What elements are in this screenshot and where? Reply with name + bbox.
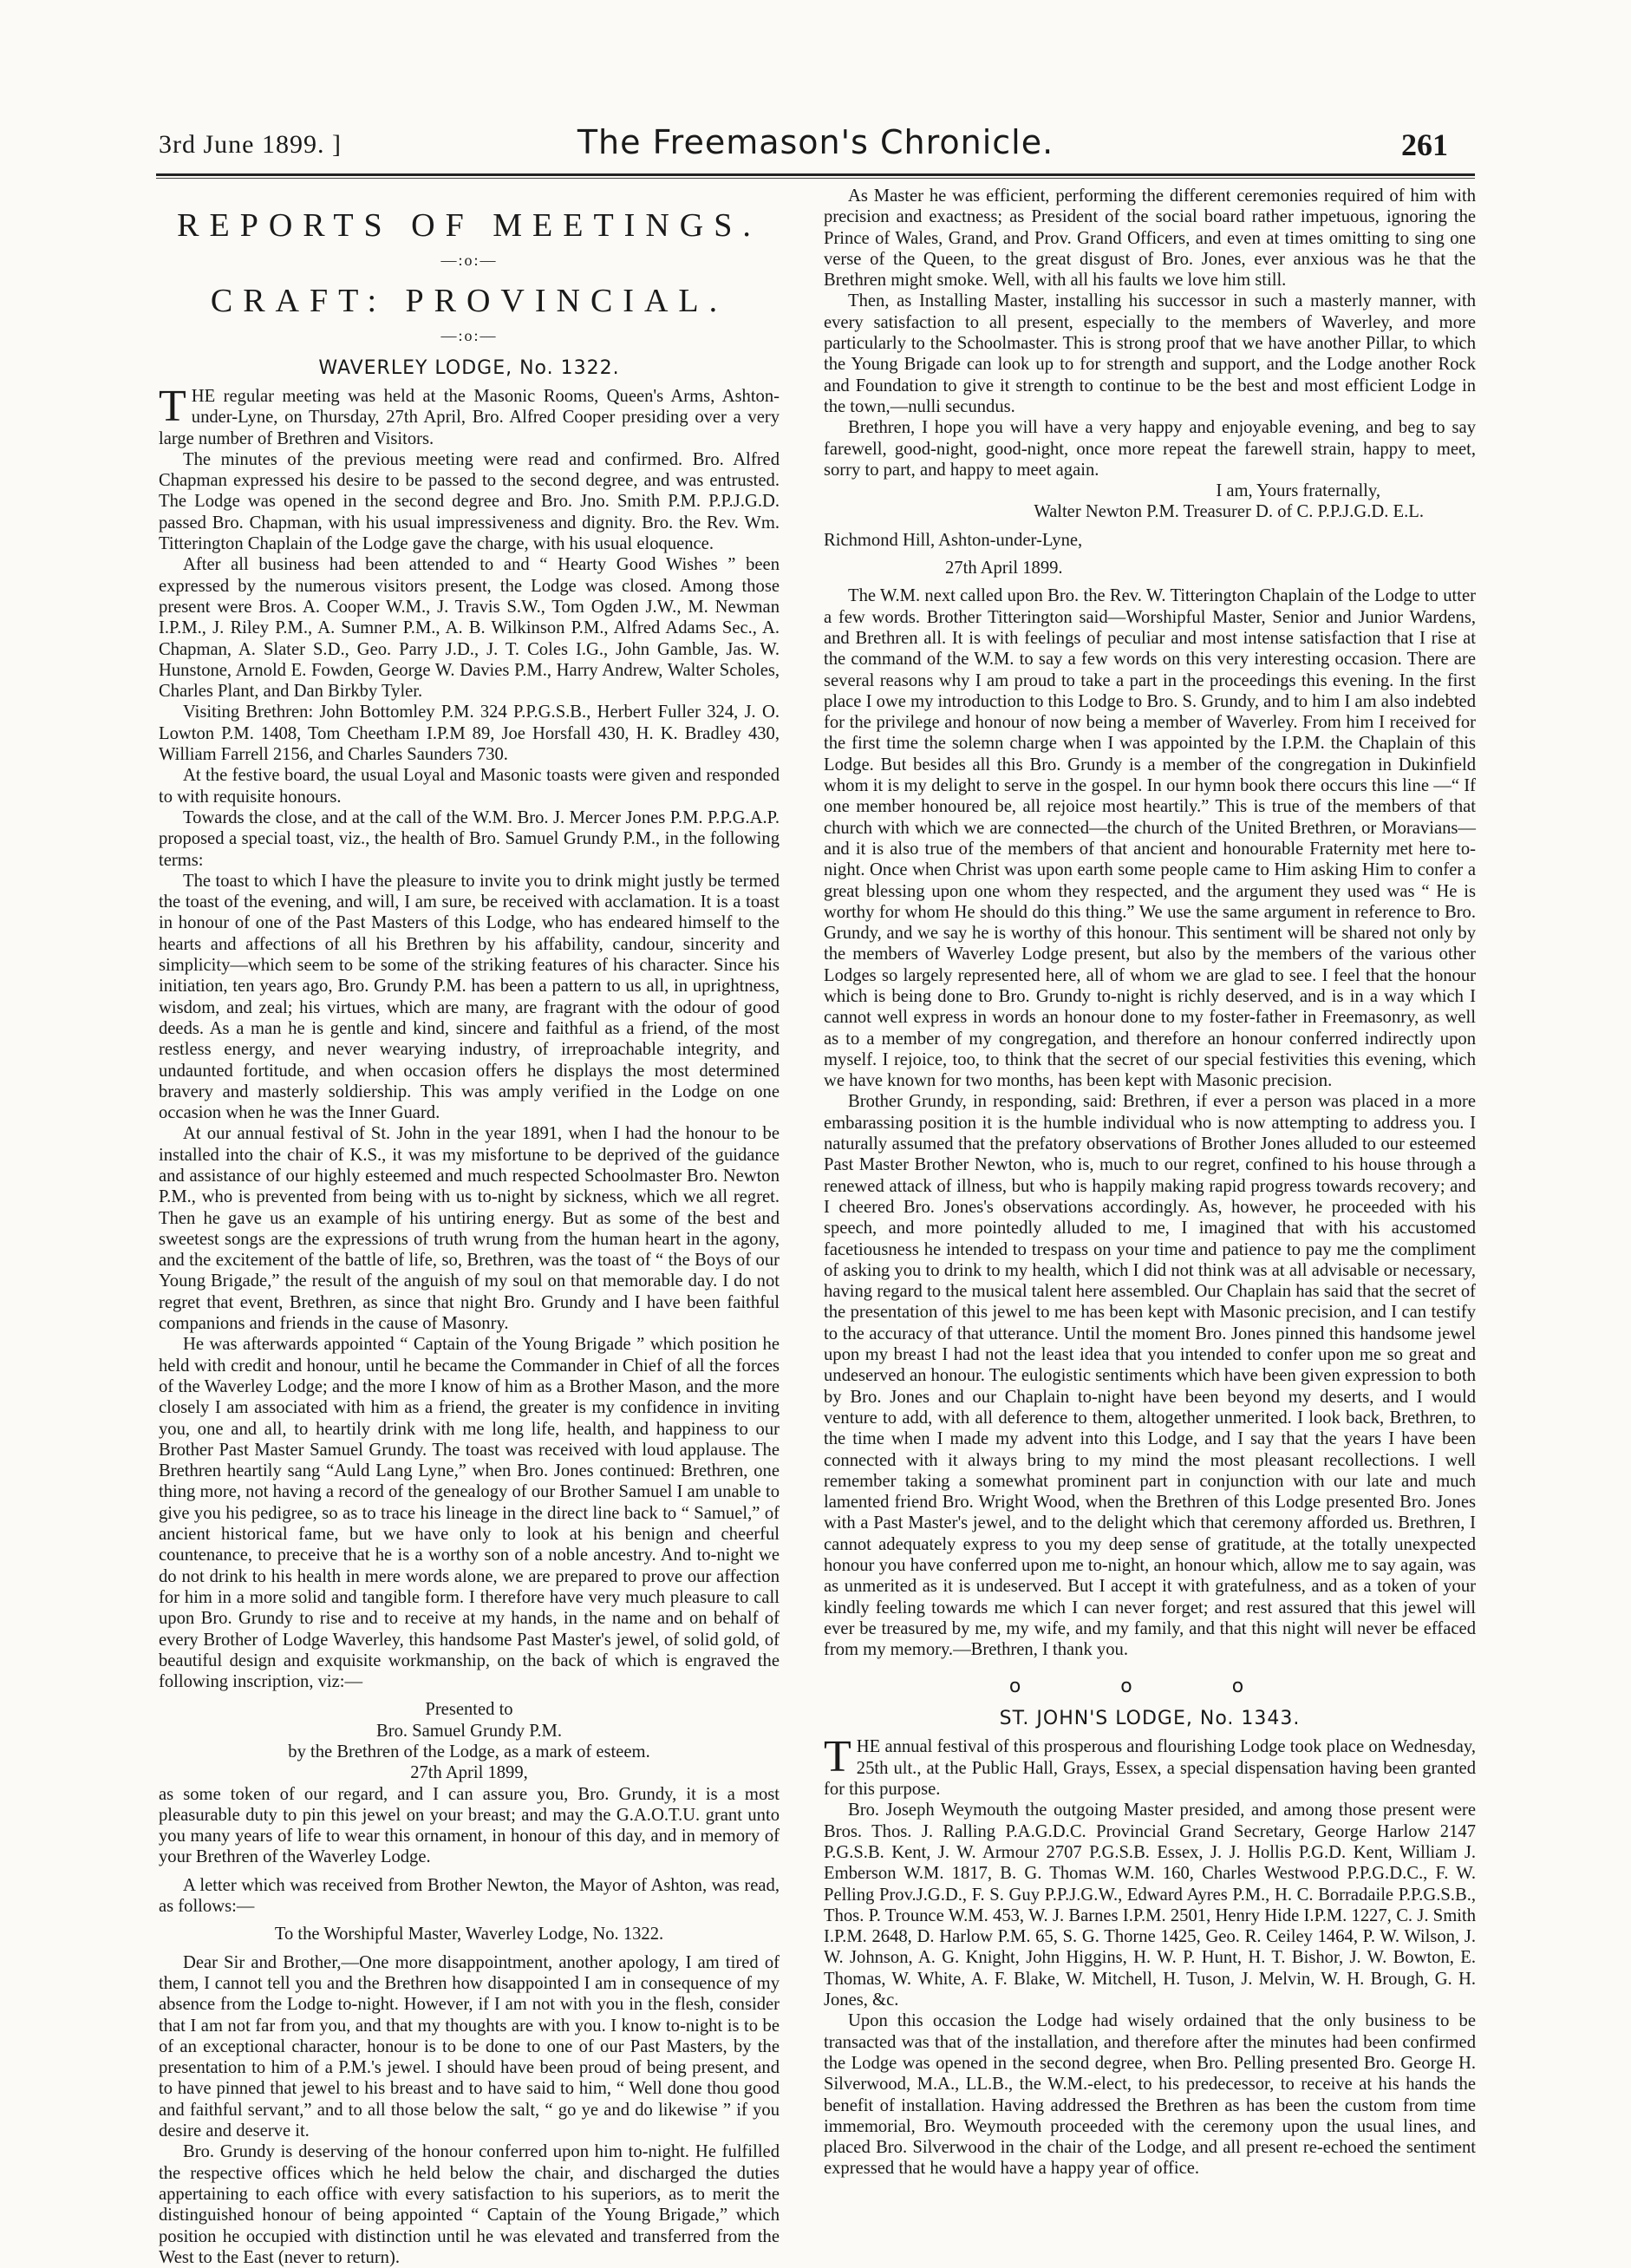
inscription-line: 27th April 1899,	[410, 1763, 528, 1783]
subsection-title: CRAFT: PROVINCIAL.	[210, 283, 728, 319]
publication-title: The Freemason's Chronicle.	[577, 123, 1054, 161]
article-paragraph: Then, as Installing Master, installing his successor in such a masterly manner, with every satisfaction to all present, especially to the members of Waverley, and more particularly to the Schoolmaster. This is strong proof that we have another Pillar, to which the Young Brigade can look up to for strength and support, and the Lodge another Rock and Foundation to give it strength to continue to be the best and most efficient Lodge in the town,—nulli secundus.	[824, 291, 1476, 416]
article-paragraph: Brother Grundy, in responding, said: Brethren, if ever a person was placed in a more embarassing position it is the humble individual who is now attempting to address you. I naturally assumed that the prefatory observations of Brother Jones alluded to our esteemed Past Master Brother Newton, who is, much to our regret, confined to his house through a renewed attack of illness, but who is happily making rapid progress towards recovery; and I cheered Bro. Jones's observations accordingly. As, however, he proceeded with his speech, and more pointedly alluded to me, I imagined that with his accustomed facetiousness he intended to trespass on your time and patience to pay me the compliment of asking you to drink to my health, which I did not think was at all advisable or necessary, having regard to the musical talent here assembled. Our Chaplain has said that the secret of the presentation of this jewel to me has been kept with Masonic precision, and I can testify to the accuracy of that utterance. Until the moment Bro. Jones pinned this handsome jewel upon my breast I had not the least idea that you intended to confer upon me so great and undeserved an honour. The eulogistic sentiments which have been given expression to both by Bro. Jones and our Chaplain to-night have been beyond my deserts, and I would venture to add, with all deference to them, altogether unmerited. I look back, Brethren, to the time when I made my advent into this Lodge, and I say that the years I have been connected with it always bring to my mind the most pleasant recollections. I well remember taking a somewhat prominent part in conjunction with our late and much lamented friend Bro. Wright Wood, when the Brethren of this Lodge presented Bro. Jones with a Past Master's jewel, and to the delight which that ceremony afforded us. Brethren, I cannot adequately express to you my deep sense of gratitude, at the totally unexpected honour you have conferred upon me to-night, an honour which, allow me to say again, was as unmerited as it is undeserved. But I accept it with gratefulness, and as a token of your kindly feeling towards me which I can never forget; and rest assured that this jewel will ever be treasured by me, my wife, and my family, and that this night will never be effaced from my memory.—Brethren, I thank you.	[824, 1092, 1476, 1660]
letter-address: Richmond Hill, Ashton-under-Lyne,	[824, 530, 1083, 550]
article-paragraph: Towards the close, and at the call of the W.M. Bro. J. Mercer Jones P.M. P.P.G.A.P. proposed a special toast, viz., the health of Bro. Samuel Grundy P.M., in the following terms:	[159, 807, 780, 870]
article-paragraph: Visiting Brethren: John Bottomley P.M. 324 P.P.G.S.B., Herbert Fuller 324, J. O. Lowton P.M. 1408, Tom Cheetham I.P.M 89, Joe Horsfall 430, H. K. Bradley 430, William Farrell 2156, and Charles Saunders 730.	[159, 703, 780, 765]
letter-closing: I am, Yours fraternally,	[1216, 481, 1380, 501]
letter-salutation: To the Worshipful Master, Waverley Lodge, No. 1322.	[274, 1925, 664, 1944]
left-column	[159, 186, 780, 2268]
letter-signature: Walter Newton P.M. Treasurer D. of C. P.P.J.G.D. E.L.	[1034, 502, 1424, 522]
article-paragraph: The toast to which I have the pleasure to invite you to drink might justly be termed the toast of the evening, and will, I am sure, be received with acclamation. It is a toast in honour of one of the Past Masters of this Lodge, who has endeared himself to the hearts and affections of all his Brethren by his affability, candour, sincerity and simplicity—which seem to be some of the striking features of his character. Since his initiation, ten years ago, Bro. Grundy P.M. has been a pattern to us all, in uprightness, wisdom, and zeal; his virtues, which are many, are fragrant with the odour of good deeds. As a man he is gentle and kind, sincere and faithful as a friend, of the most restless energy, and never wearying industry, of irreproachable integrity, and undaunted fortitude, and when occasion offers he displays the most determined bravery and masterly soldiership. This was amply verified in the Lodge on one occasion when he was the Inner Guard.	[159, 871, 780, 1123]
article-paragraph: At our annual festival of St. John in the year 1891, when I had the honour to be installed into the chair of K.S., it was my misfortune to be deprived of the guidance and assistance of our highly esteemed and much respected Schoolmaster Bro. Newton P.M., who is prevented from being with us to-night by sickness, which we all regret. Then he gave us an example of his untiring energy. But as some of the best and sweetest songs are the expressions of truth wrung from the human heart in the agony, and the excitement of the battle of life, so, Brethren, was the toast of “ the Boys of our Young Brigade,” the result of the anguish of my soul on that memorable day. I do not regret that event, Brethren, as since that night Bro. Grundy and I have been faithful companions and friends in the cause of Masonry.	[159, 1124, 780, 1334]
lodge-heading: ST. JOHN'S LODGE, No. 1343.	[999, 1708, 1301, 1730]
inscription-line: by the Brethren of the Lodge, as a mark of esteem.	[288, 1742, 650, 1761]
article-paragraph: as some token of our regard, and I can assure you, Bro. Grundy, it is a most pleasurable duty to pin this jewel on your breast; and may the G.A.O.T.U. grant unto you many years of life to wear this ornament, in honour of this day, and in memory of your Brethren of the Waverley Lodge.	[159, 1784, 780, 1867]
header-rule	[156, 173, 1475, 176]
section-separator: o o o	[1008, 1676, 1291, 1698]
inscription-line: Bro. Samuel Grundy P.M.	[376, 1721, 562, 1741]
lodge-heading: WAVERLEY LODGE, No. 1322.	[318, 357, 620, 379]
letter-date: 27th April 1899.	[945, 559, 1063, 578]
drop-cap: T	[824, 1732, 851, 1782]
article-paragraph: A letter which was received from Brother Newton, the Mayor of Ashton, was read, as follows:—	[159, 1875, 780, 1917]
section-title: REPORTS OF MEETINGS.	[177, 207, 761, 244]
issue-date: 3rd June 1899. ]	[159, 130, 342, 159]
article-paragraph: Brethren, I hope you will have a very happy and enjoyable evening, and beg to say farewell, good-night, good-night, once more repeat the farewell strain, happy to meet, sorry to part, and happy to meet again.	[824, 418, 1476, 480]
article-paragraph: After all business had been attended to and “ Hearty Good Wishes ” been expressed by the numerous visitors present, the Lodge was closed. Among those present were Bros. A. Cooper W.M., J. Travis S.W., Tom Ogden J.W., M. Newman I.P.M., J. Riley P.M., A. Sumner P.M., A. B. Wilkinson P.M., Alfred Adams Sec., A. Chapman, A. Slater S.D., Geo. Parry J.D., J. T. Coles I.G., John Gamble, Jas. W. Hunstone, Arnold E. Fowden, George W. Davies P.M., Harry Andrew, Walter Scholes, Charles Plant, and Dan Birkby Tyler.	[159, 555, 780, 702]
right-column	[824, 186, 1476, 2180]
drop-cap: T	[159, 382, 186, 431]
article-paragraph: THE regular meeting was held at the Masonic Rooms, Queen's Arms, Ashton-under-Lyne, on Thursday, 27th April, Bro. Alfred Cooper presiding over a very large number of Brethren and Visitors.	[159, 382, 780, 448]
inscription-line: Presented to	[425, 1700, 513, 1720]
page-number: 261	[1401, 127, 1448, 162]
article-paragraph: Dear Sir and Brother,—One more disappointment, another apology, I am tired of them, I cannot tell you and the Brethren how disappointed I am in consequence of my absence from the Lodge to-night. However, if I am not with you in the flesh, consider that I am not far from you, and that my thoughts are with you. I know to-night is to be of an exceptional character, honour is to be done to one of our Past Masters, by the presentation to him of a P.M.'s jewel. I should have been proud of being present, and to have pinned that jewel to his breast and to have said to him, “ Well done thou good and faithful servant,” and to all those below the salt, “ go ye and do likewise ” if you desire and deserve it.	[159, 1952, 780, 2141]
article-paragraph: As Master he was efficient, performing the different ceremonies required of him with precision and exactness; as President of the social board rather impetuous, ignoring the Prince of Wales, Grand, and Prov. Grand Officers, and even at times omitting to sing one verse of the Queen, to the great disgust of Bro. Jones, ever anxious was he that the Brethren might smoke. Well, with all his faults we love him still.	[824, 186, 1476, 291]
article-paragraph: The minutes of the previous meeting were read and confirmed. Bro. Alfred Chapman expressed his desire to be passed to the second degree, and was entrusted. The Lodge was opened in the second degree and Bro. Jno. Smith P.M. P.P.J.G.D. passed Bro. Chapman, with his usual impressiveness and dignity. Bro. the Rev. Wm. Titterington Chaplain of the Lodge gave the charge, with his usual eloquence.	[159, 449, 780, 554]
header-rule-thin	[156, 178, 1475, 179]
ornament-divider: —:o:—	[440, 252, 498, 269]
article-paragraph: He was afterwards appointed “ Captain of the Young Brigade ” which position he held with credit and honour, until he became the Commander in Chief of all the forces of the Waverley Lodge; and the more I know of him as a Brother Mason, and the more closely I am associated with him as a friend, the greater is my confidence in inviting you, one and all, to heartily drink with me long life, health, and happiness to our Brother Past Master Samuel Grundy. The toast was received with loud applause. The Brethren heartily sang “Auld Lang Lyne,” when Bro. Jones continued: Brethren, one thing more, not having a record of the genealogy of our Brother Samuel I am unable to give you his pedigree, so as to trace his lineage in the direct line back to “ Samuel,” of ancient historical fame, but we have only to look at his benign and cheerful countenance, to preceive that he is a worthy son of a noble ancestry. And to-night we do not drink to his health in mere words alone, we are prepared to prove our affection for him in a more solid and tangible form. I therefore have very much pleasure to call upon Bro. Grundy to rise and to receive at my hands, in the name and on behalf of every Brother of Lodge Waverley, this handsome Past Master's jewel, of solid gold, of beautiful design and exquisite workmanship, on the back of which is engraved the following inscription, viz:—	[159, 1335, 780, 1692]
article-paragraph: The W.M. next called upon Bro. the Rev. W. Titterington Chaplain of the Lodge to utter a few words. Brother Titterington said—Worshipful Master, Senior and Junior Wardens, and Brethren all. It is with feelings of peculiar and most intense satisfaction that I rise at the command of the W.M. to say a few words on this very interesting occasion. There are several reasons why I am proud to take a part in the proceedings this evening. In the first place I owe my introduction to this Lodge to Bro. S. Grundy, and to him I am also indebted for the privilege and honour of now being a member of Waverley. From him I received for the first time the solemn charge when I was appointed by the I.P.M. the Chaplain of this Lodge. But besides all this Bro. Grundy is a member of the congregation in Dukinfield whom it is my delight to serve in the gospel. In our hymn book there occurs this line —“ If one member honoured be, all rejoice most heartily.” This is true of the members of that church with which we are connected—the church of the United Brethren, or Moravians—and it is also true of the members of that ancient and honourable Fraternity met here to-night. Once when Christ was upon earth some people came to Him asking Him to confer a great blessing upon one whom they respected, and the argument they used was “ He is worthy for whom He should do this thing.” We use the same argument in reference to Bro. Grundy, and we say he is worthy of this honour. This sentiment will be shared not only by the members of Waverley Lodge present, but also by the members of the various other Lodges so largely represented here, all of whom we are glad to see. I feel that the honour which is being done to Bro. Grundy to-night is richly deserved, and is in a way which I cannot well express in words an honour done to my foster-father in Freemasonry, as well as to a member of my congregation, and therefore an honour conferred indirectly upon myself. I rejoice, too, to think that the secret of our special festivities this evening, which we have known for two months, has been kept with Masonic precision.	[824, 586, 1476, 1091]
article-paragraph: Bro. Joseph Weymouth the outgoing Master presided, and among those present were Bros. Thos. J. Ralling P.A.G.D.C. Provincial Grand Secretary, George Harlow 2147 P.G.S.B. Kent, J. W. Armour 2707 P.G.S.B. Essex, J. J. Hollis P.G.D. Kent, William J. Emberson W.M. 1817, B. G. Thomas W.M. 160, Charles Westwood P.P.G.D.C., F. W. Pelling Prov.J.G.D., F. S. Guy P.P.J.G.W., Edward Ayres P.M., H. C. Borradaile P.P.G.S.B., Thos. P. Trounce W.M. 453, W. J. Barnes I.P.M. 2501, Henry Hide I.P.M. 1227, C. J. Smith I.P.M. 2648, D. Harlow P.M. 65, S. G. Thorne 1425, Geo. R. Ceiley 1464, P. W. Wilson, J. W. Johnson, A. G. Knight, John Higgins, H. W. P. Hunt, H. T. Bishor, J. W. Bowton, E. Thomas, W. White, A. F. Blake, W. Mitchell, H. Tuson, J. Melvin, W. H. Brough, G. H. Jones, &c.	[824, 1801, 1476, 2010]
article-paragraph: Bro. Grundy is deserving of the honour conferred upon him to-night. He fulfilled the respective offices which he held below the chair, and discharged the duties appertaining to each office with every satisfaction to his superiors, as to merit the distinguished honour of being appointed “ Captain of the Young Brigade,” which position he occupied with distinction until he was elevated and transferred from the West to the East (never to return).	[159, 2142, 780, 2267]
article-paragraph: THE annual festival of this prosperous and flourishing Lodge took place on Wednesday, 25th ult., at the Public Hall, Grays, Essex, a special dispensation having been granted for this purpose.	[824, 1732, 1476, 1800]
article-paragraph: At the festive board, the usual Loyal and Masonic toasts were given and responded to with requisite honours.	[159, 766, 780, 807]
article-paragraph: Upon this occasion the Lodge had wisely ordained that the only business to be transacted was that of the installation, and therefore after the minutes had been confirmed the Lodge was opened in the second degree, when Bro. Pelling presented Bro. George H. Silverwood, M.A., LL.B., the W.M.-elect, to his predecessor, to receive at his hands the benefit of installation. Having addressed the Brethren as has been the custom from time immemorial, Bro. Weymouth proceeded with the ceremony upon the usual lines, and placed Bro. Silverwood in the chair of the Lodge, and all present re-echoed the sentiment expressed that he would have a happy year of office.	[824, 2011, 1476, 2179]
ornament-divider: —:o:—	[440, 327, 498, 344]
